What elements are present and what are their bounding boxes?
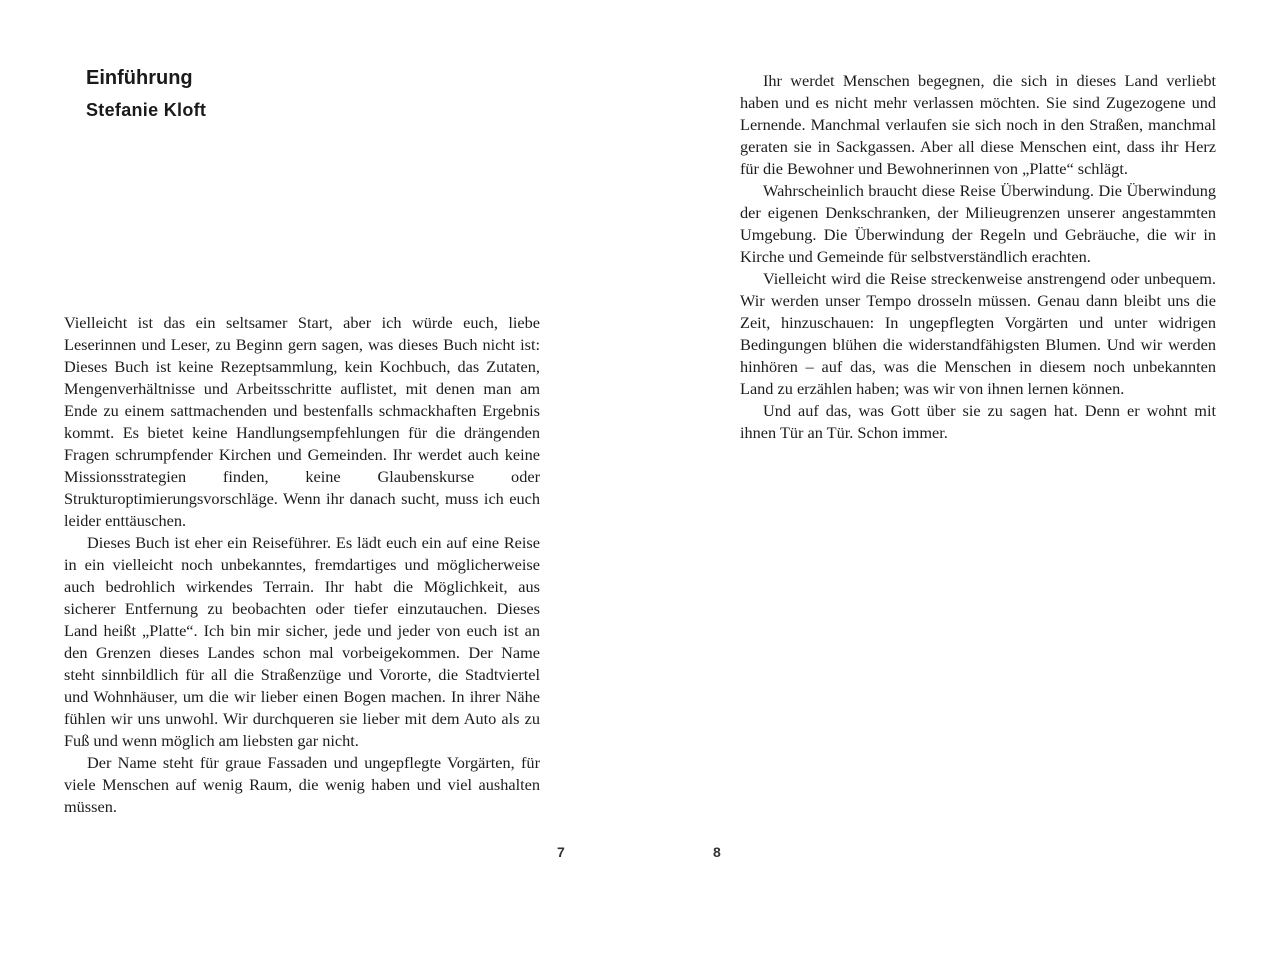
right-page: [640, 0, 1280, 974]
chapter-author: Stefanie Kloft: [86, 100, 207, 120]
paragraph: Ihr werdet Menschen begegnen, die sich in dieses Land verliebt haben und es nicht mehr verlassen möchten. Sie sind Zugezogene und Lernende. Manchmal verlaufen sie sich noch in den Straßen, manchmal geraten sie in Sackgassen. Aber all diese Menschen eint, dass ihr Herz für die Bewohner und Bewohnerinnen von „Platte“ schlägt.: [740, 71, 1216, 178]
chapter-title: Einführung: [86, 67, 193, 89]
paragraph: Vielleicht wird die Reise streckenweise anstrengend oder unbequem. Wir werden unser Tempo drosseln müssen. Genau dann bleibt uns die Zeit, hinzuschauen: In ungepflegten Vorgärten und unter widrigen Bedingungen blühen die widerstandfähigsten Blumen. Und wir werden hinhören – auf das, was die Menschen in diesem noch unbekannten Land zu erzählen haben; was wir von ihnen lernen können.: [740, 269, 1216, 398]
left-body-text: [64, 312, 540, 818]
paragraph: Der Name steht für graue Fassaden und ungepflegte Vorgärten, für viele Menschen auf wenig Raum, die wenig haben und viel aushalten müssen.: [64, 753, 540, 816]
paragraph: Dieses Buch ist eher ein Reiseführer. Es lädt euch ein auf eine Reise in ein vielleicht noch unbekanntes, fremdartiges und möglicherweise auch bedrohlich wirkendes Terrain. Ihr habt die Möglichkeit, aus sicherer Entfernung zu beobachten oder tiefer einzutauchen. Dieses Land heißt „Platte“. Ich bin mir sicher, jede und jeder von euch ist an den Grenzen dieses Landes schon mal vorbeigekommen. Der Name steht sinnbildlich für all die Straßenzüge und Vororte, die Stadtviertel und Wohnhäuser, um die wir lieber einen Bogen machen. In ihrer Nähe fühlen wir uns unwohl. Wir durchqueren sie lieber mit dem Auto als zu Fuß und wenn möglich am liebsten gar nicht.: [64, 533, 540, 750]
paragraph: Wahrscheinlich braucht diese Reise Überwindung. Die Überwindung der eigenen Denkschranken, der Milieugrenzen unserer angestammten Umgebung. Die Überwindung der Regeln und Gebräuche, die wir in Kirche und Gemeinde für selbstverständlich erachten.: [740, 181, 1216, 266]
paragraph: Und auf das, was Gott über sie zu sagen hat. Denn er wohnt mit ihnen Tür an Tür. Schon immer.: [740, 401, 1216, 442]
right-body-text: [740, 70, 1216, 444]
paragraph: Vielleicht ist das ein seltsamer Start, aber ich würde euch, liebe Leserinnen und Leser, zu Beginn gern sagen, was dieses Buch nicht ist: Dieses Buch ist keine Rezeptsammlung, kein Kochbuch, das Zutaten, Mengenverhältnisse und Arbeitsschritte auflistet, mit denen man am Ende zu einem sattmachenden und bestenfalls schmackhaften Ergebnis kommt. Es bietet keine Handlungsempfehlungen für die drängenden Fragen schrumpfender Kirchen und Gemeinden. Ihr werdet auch keine Missionsstrategien finden, keine Glaubenskurse oder Strukturoptimierungsvorschläge. Wenn ihr danach sucht, muss ich euch leider enttäuschen.: [64, 313, 540, 530]
page-number-right: 8: [713, 844, 721, 860]
page-number-left: 7: [557, 844, 565, 860]
